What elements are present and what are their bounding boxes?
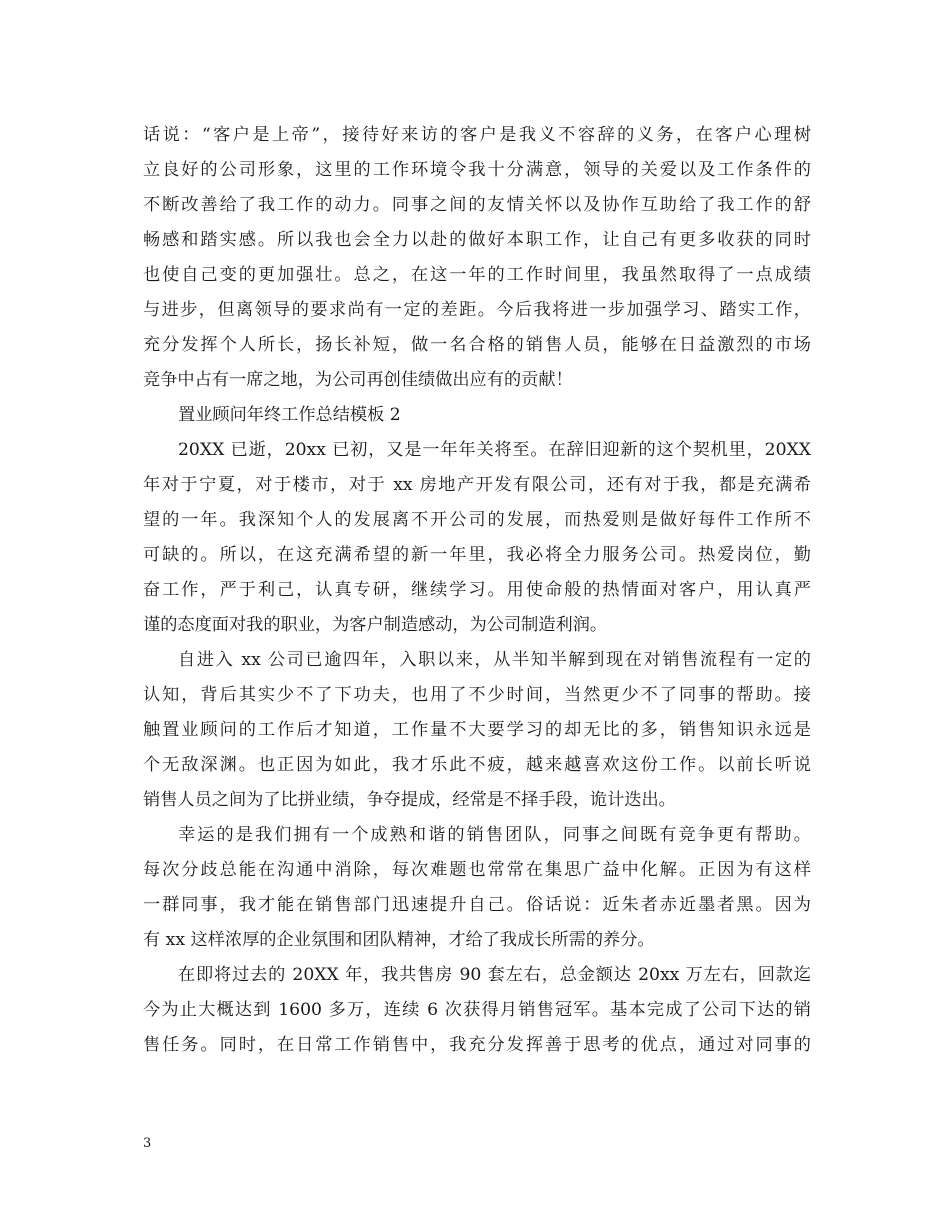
text-line: 望的一年。我深知个人的发展离不开公司的发展，而热爱则是做好每件工作所不 — [143, 510, 811, 530]
text-line: 认知，背后其实少不了下功夫，也用了不少时间，当然更少不了同事的帮助。接 — [143, 685, 811, 705]
text-line: 20XX 已逝，20xx 已初，又是一年年关将至。在辞旧迎新的这个契机里，20XX — [178, 440, 811, 460]
text-line: 奋工作，严于利己，认真专研，继续学习。用使命般的热情面对客户，用认真严 — [143, 580, 811, 600]
text-line: 触置业顾问的工作后才知道，工作量不大要学习的却无比的多，销售知识永远是 — [143, 720, 811, 740]
text-line: 自进入 xx 公司已逾四年，入职以来，从半知半解到现在对销售流程有一定的 — [178, 650, 811, 670]
page-number: 3 — [143, 1136, 152, 1151]
text-line: 在即将过去的 20XX 年，我共售房 90 套左右，总金额达 20xx 万左右，回款迄 — [178, 965, 811, 985]
text-line: 竞争中占有一席之地，为公司再创佳绩做出应有的贡献！ — [143, 370, 573, 390]
text-line: 充分发挥个人所长，扬长补短，做一名合格的销售人员，能够在日益激烈的市场 — [143, 335, 811, 355]
text-line: 个无敌深渊。也正因为如此，我才乐此不疲，越来越喜欢这份工作。以前长听说 — [143, 755, 811, 775]
text-line: 畅感和踏实感。所以我也会全力以赴的做好本职工作，让自己有更多收获的同时 — [143, 230, 811, 250]
text-line: 不断改善给了我工作的动力。同事之间的友情关怀以及协作互助给了我工作的舒 — [143, 195, 811, 215]
text-line: 一群同事，我才能在销售部门迅速提升自己。俗话说：近朱者赤近墨者黑。因为 — [143, 895, 811, 915]
body-text — [143, 118, 811, 1063]
text-line: 也使自己变的更加强壮。总之，在这一年的工作时间里，我虽然取得了一点成绩 — [143, 265, 811, 285]
text-line: 每次分歧总能在沟通中消除，每次难题也常常在集思广益中化解。正因为有这样 — [143, 860, 811, 880]
text-line: 话说：“客户是上帝”，接待好来访的客户是我义不容辞的义务，在客户心理树 — [143, 125, 811, 145]
text-line: 立良好的公司形象，这里的工作环境令我十分满意，领导的关爱以及工作条件的 — [143, 160, 811, 180]
text-line: 售任务。同时，在日常工作销售中，我充分发挥善于思考的优点，通过对同事的 — [143, 1035, 811, 1055]
text-line: 有 xx 这样浓厚的企业氛围和团队精神，才给了我成长所需的养分。 — [143, 930, 655, 950]
text-line: 可缺的。所以，在这充满希望的新一年里，我必将全力服务公司。热爱岗位，勤 — [143, 545, 811, 565]
text-line: 销售人员之间为了比拼业绩，争夺提成，经常是不择手段，诡计迭出。 — [143, 790, 676, 810]
text-line: 今为止大概达到 1600 多万，连续 6 次获得月销售冠军。基本完成了公司下达的销 — [143, 1000, 811, 1020]
text-line: 幸运的是我们拥有一个成熟和谐的销售团队，同事之间既有竞争更有帮助。 — [178, 825, 811, 845]
text-line: 年对于宁夏，对于楼市，对于 xx 房地产开发有限公司，还有对于我，都是充满希 — [143, 475, 811, 495]
text-line: 谨的态度面对我的职业，为客户制造感动，为公司制造利润。 — [143, 615, 608, 635]
text-line: 与进步，但离领导的要求尚有一定的差距。今后我将进一步加强学习、踏实工作， — [143, 300, 811, 320]
section-heading: 置业顾问年终工作总结模板 2 — [178, 405, 401, 425]
